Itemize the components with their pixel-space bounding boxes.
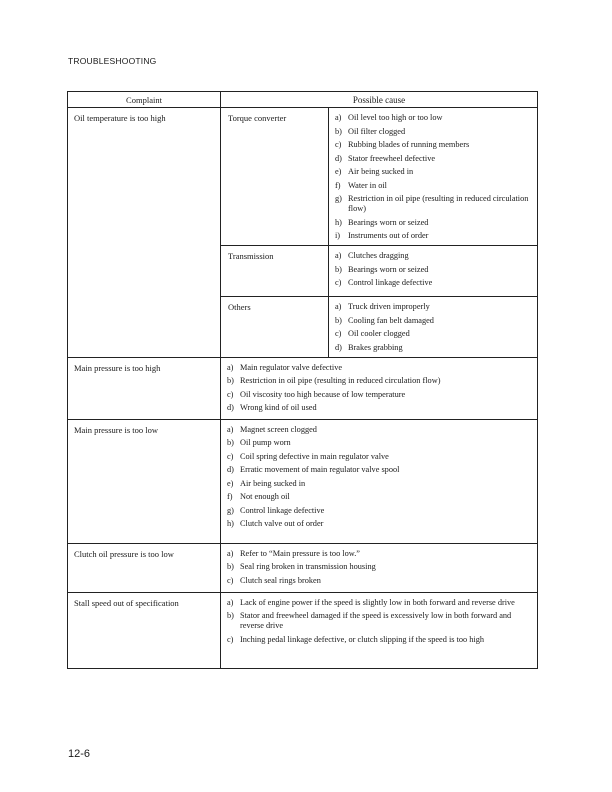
table-row — [68, 543, 537, 592]
header-complaint: Complaint — [68, 92, 221, 107]
cause-item: c) Inching pedal linkage defective, or clutch slipping if the speed is too high — [227, 634, 485, 644]
complaint-cell: Oil temperature is too high — [68, 108, 221, 357]
cause-groups-cell — [221, 108, 537, 357]
cause-list — [329, 246, 537, 296]
cause-item: b) Oil pump worn — [227, 438, 291, 447]
cause-item: a) Oil level too high or too low — [335, 113, 443, 122]
cause-item: c) Clutch seal rings broken — [227, 575, 321, 585]
cause-item: b) Restriction in oil pipe (resulting in reduced circulation flow) — [227, 376, 441, 385]
table-row — [68, 419, 537, 543]
cause-item: f) Not enough oil — [227, 492, 290, 501]
cause-item: h) Bearings worn or seized — [335, 217, 429, 227]
cause-item: f) Water in oil — [335, 180, 387, 190]
table-row — [68, 592, 537, 668]
cause-item: a) Clutches dragging — [335, 251, 409, 260]
cause-item: d) Stator freewheel defective — [335, 153, 436, 163]
cause-item: d) Erratic movement of main regulator valve spool — [227, 465, 400, 474]
cause-item: h) Clutch valve out of order — [227, 519, 324, 528]
cause-list — [329, 297, 537, 357]
cause-item: e) Air being sucked in — [227, 478, 306, 488]
cause-item: c) Coil spring defective in main regulator valve — [227, 451, 389, 461]
page-number: 12-6 — [68, 748, 91, 760]
cause-list — [221, 420, 537, 543]
header-possible-cause: Possible cause — [352, 95, 406, 105]
section-title: TROUBLESHOOTING — [68, 56, 157, 66]
cause-list — [221, 544, 537, 592]
cause-group-name: Others — [221, 297, 329, 357]
complaint-cell: Clutch oil pressure is too low — [68, 544, 221, 592]
complaint-cell: Stall speed out of specification — [68, 593, 221, 668]
cause-list — [221, 358, 537, 419]
cause-item: i) Instruments out of order — [335, 231, 429, 240]
cause-item: a) Main regulator valve defective — [227, 362, 343, 372]
cause-group — [221, 245, 537, 296]
complaint-cell: Main pressure is too high — [68, 358, 221, 419]
cause-item: b) Stator and freewheel damaged if the speed is excessively low in both forward and reverse drive — [227, 611, 512, 630]
cause-group — [221, 296, 537, 357]
cause-item: c) Oil viscosity too high because of low temperature — [227, 389, 406, 399]
cause-item: a) Lack of engine power if the speed is slightly low in both forward and reverse drive — [227, 597, 515, 607]
complaint-cell: Main pressure is too low — [68, 420, 221, 543]
cause-group — [221, 108, 537, 245]
cause-item: c) Control linkage defective — [335, 278, 433, 287]
table-row — [68, 107, 537, 357]
cause-group-name: Torque converter — [221, 108, 329, 245]
cause-list — [329, 108, 537, 245]
cause-list — [221, 593, 537, 668]
cause-item: c) Rubbing blades of running members — [335, 140, 470, 149]
cause-item: e) Air being sucked in — [335, 167, 414, 176]
cause-item: b) Cooling fan belt damaged — [335, 315, 434, 325]
cause-group-name: Transmission — [221, 246, 329, 296]
cause-item: d) Wrong kind of oil used — [227, 403, 317, 412]
cause-item: a) Magnet screen clogged — [227, 424, 317, 434]
cause-item: b) Seal ring broken in transmission housing — [227, 562, 376, 571]
troubleshooting-table — [67, 91, 538, 669]
cause-item: a) Truck driven improperly — [335, 302, 430, 311]
table-header-row — [68, 92, 537, 107]
table-row — [68, 357, 537, 419]
cause-item: b) Bearings worn or seized — [335, 264, 429, 274]
cause-item: a) Refer to “Main pressure is too low.” — [227, 548, 360, 558]
cause-item: c) Oil cooler clogged — [335, 329, 410, 338]
cause-item: b) Oil filter clogged — [335, 126, 406, 136]
cause-item: d) Brakes grabbing — [335, 342, 403, 352]
cause-item: g) Restriction in oil pipe (resulting in reduced circulation flow) — [335, 194, 529, 213]
cause-item: g) Control linkage defective — [227, 505, 325, 515]
